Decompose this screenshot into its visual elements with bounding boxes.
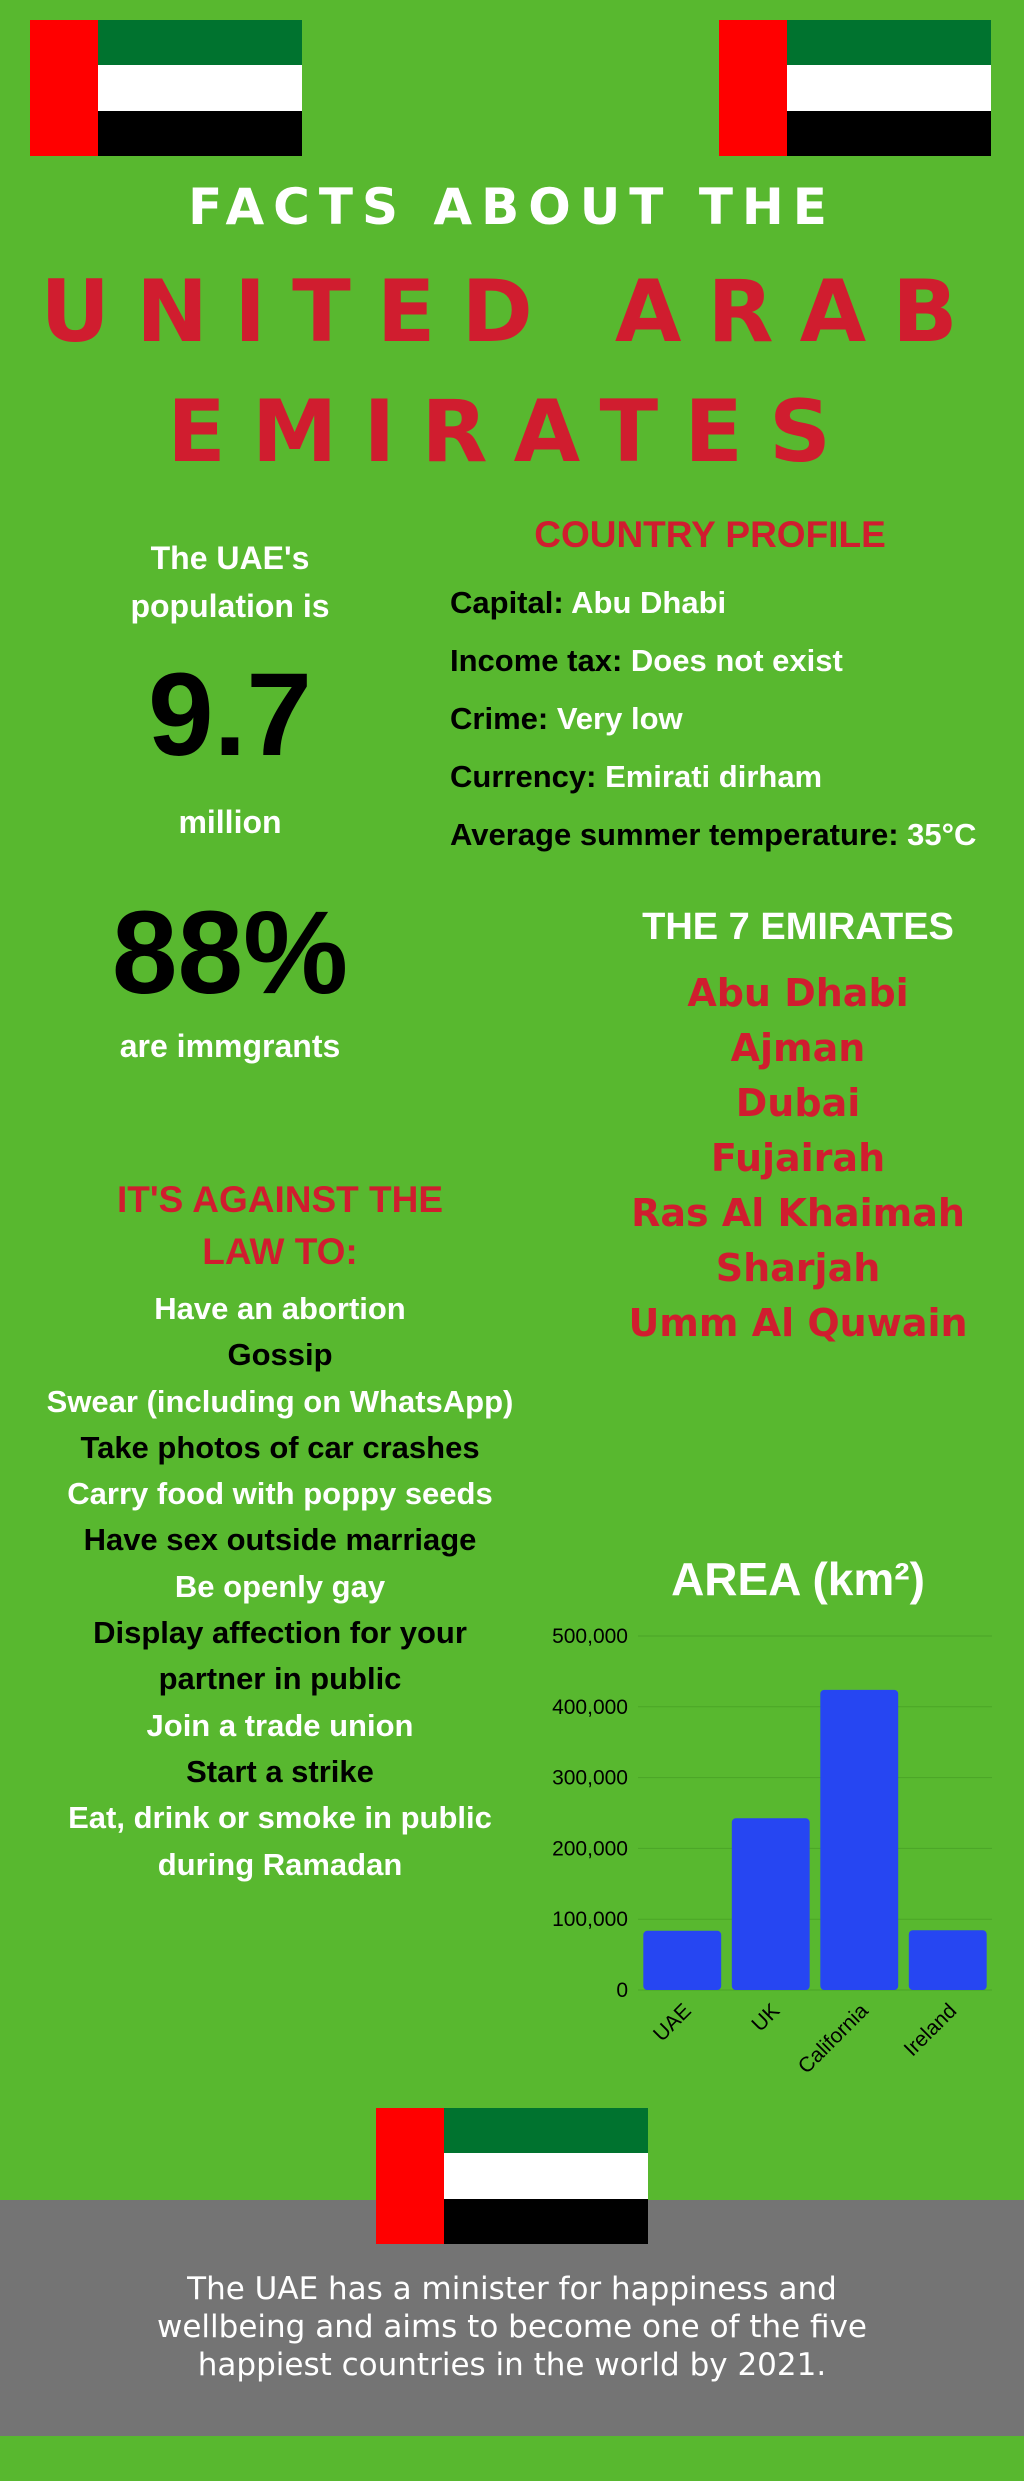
- law-item: Have sex outside marriage: [83, 1522, 477, 1558]
- population-label: The UAE's population is: [130, 540, 330, 624]
- profile-row-income-tax: Income tax: Does not exist: [450, 643, 843, 678]
- emirates-heading: THE 7 EMIRATES: [642, 906, 954, 948]
- emirate-item: Sharjah: [715, 1246, 881, 1290]
- law-item: Take photos of car crashes: [80, 1429, 480, 1465]
- law-item: Join a trade union: [146, 1707, 414, 1743]
- footer-text: The UAE has a minister for happiness and wellbeing and aims to become one of the five happiest countries in the world by 2021.: [157, 2271, 867, 2383]
- law-item: Start a strike: [186, 1753, 374, 1789]
- uae-flag-top-left: [30, 20, 302, 156]
- y-tick-label: 0: [616, 1979, 628, 2002]
- population-value: 9.7: [147, 649, 313, 781]
- x-tick-label: UK: [747, 1999, 785, 2037]
- immigrant-label: are immgrants: [119, 1028, 341, 1064]
- bar-ireland: [909, 1930, 987, 1990]
- law-list: [0, 1286, 560, 1888]
- population-unit: million: [178, 804, 282, 840]
- x-tick-label: UAE: [648, 1999, 696, 2047]
- law-item: Display affection for your: [93, 1615, 467, 1651]
- law-item: partner in public: [158, 1661, 402, 1697]
- profile-row-capital: Capital: Abu Dhabi: [450, 585, 727, 620]
- law-heading: IT'S AGAINST THE LAW TO:: [116, 1179, 444, 1272]
- law-item: during Ramadan: [157, 1846, 403, 1882]
- emirates-list: [600, 966, 996, 1351]
- y-tick-label: 400,000: [552, 1695, 628, 1719]
- emirate-item: Ajman: [730, 1026, 866, 1070]
- x-tick-label: Ireland: [899, 1999, 962, 2061]
- y-tick-label: 300,000: [552, 1766, 628, 1790]
- profile-row-crime: Crime: Very low: [450, 701, 683, 736]
- y-tick-label: 100,000: [552, 1908, 628, 1932]
- x-tick-label: California: [793, 1999, 873, 2079]
- emirate-item: Fujairah: [710, 1136, 886, 1180]
- y-tick-label: 200,000: [552, 1837, 628, 1861]
- uae-flag-top-right: [719, 20, 991, 156]
- country-profile-list: [450, 574, 1010, 864]
- profile-row-temperature: Average summer temperature: 35°C: [450, 817, 977, 852]
- bar-uk: [732, 1818, 810, 1990]
- emirate-item: Dubai: [735, 1081, 861, 1125]
- country-profile-heading: COUNTRY PROFILE: [534, 514, 886, 555]
- emirate-item: Umm Al Quwain: [628, 1301, 968, 1345]
- emirate-item: Ras Al Khaimah: [631, 1191, 965, 1235]
- profile-row-currency: Currency: Emirati dirham: [450, 759, 823, 794]
- law-item: Swear (including on WhatsApp): [46, 1383, 514, 1419]
- law-item: Eat, drink or smoke in public: [68, 1800, 492, 1836]
- title-line-2: EMIRATES: [167, 382, 857, 482]
- emirate-item: Abu Dhabi: [687, 971, 909, 1015]
- uae-flag-bottom: [376, 2108, 648, 2244]
- law-item: Be openly gay: [174, 1568, 386, 1604]
- title-line-1: UNITED ARAB: [40, 262, 984, 362]
- bar-california: [820, 1690, 898, 1990]
- y-tick-label: 500,000: [552, 1625, 628, 1648]
- law-item: Gossip: [227, 1337, 333, 1373]
- law-item: Have an abortion: [154, 1291, 406, 1326]
- area-bar-chart: [530, 1620, 1024, 2090]
- law-item: Carry food with poppy seeds: [67, 1476, 493, 1512]
- immigrant-percent: 88%: [111, 887, 349, 1019]
- chart-title: AREA (km²): [671, 1553, 925, 1605]
- pre-title: FACTS ABOUT THE: [188, 178, 836, 236]
- bar-uae: [643, 1931, 721, 1990]
